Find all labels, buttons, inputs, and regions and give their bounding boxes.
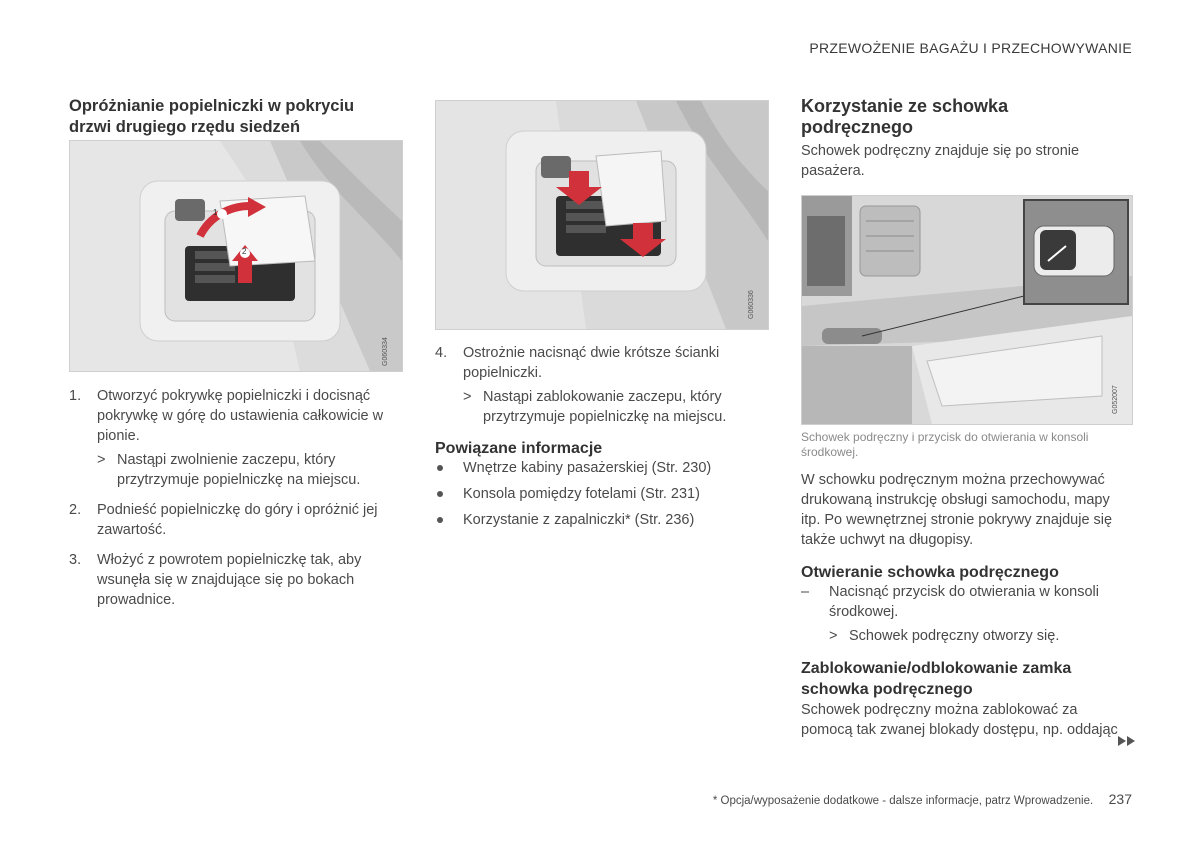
steps-list <box>435 343 765 427</box>
step-number: 4. <box>435 345 448 361</box>
step-number: 3. <box>69 552 82 568</box>
footnote-text: * Opcja/wyposażenie dodatkowe - dalsze informacje, patrz Wprowadzenie. <box>712 795 1094 807</box>
continue-icon <box>1118 733 1136 751</box>
section-heading: Opróżnianie popielniczki w pokryciu drzwi drugiego rzędu siedzeń <box>69 97 355 136</box>
figure-glovebox <box>801 195 1133 425</box>
step-number: 1. <box>69 388 82 404</box>
bullet-icon <box>437 465 443 471</box>
step-text: Włożyć z powrotem popielniczkę tak, aby wsunęła się w znajdujące się po bokach prowadnice. <box>97 552 362 608</box>
figure-caption: Schowek podręczny i przycisk do otwierania w konsoli środkowej. <box>801 430 1089 459</box>
ashtray-press-illustration <box>436 101 768 329</box>
related-link[interactable] <box>435 510 765 530</box>
open-heading: Otwieranie schowka podręcznego <box>801 564 1059 581</box>
section-heading: Korzystanie ze schowka podręcznego <box>801 96 1009 137</box>
related-heading: Powiązane informacje <box>435 440 603 457</box>
glovebox-illustration <box>802 196 1132 424</box>
related-link-text[interactable]: Konsola pomiędzy fotelami (Str. 231) <box>463 486 700 502</box>
page-number: 237 <box>1108 791 1132 807</box>
step-text: Ostrożnie nacisnąć dwie krótsze ścianki popielniczki. <box>463 345 720 381</box>
figure-ashtray-open <box>69 140 403 372</box>
figure-code: G060336 <box>748 290 755 319</box>
list-item <box>69 550 399 610</box>
result-text: Nastąpi zwolnienie zaczepu, który przytrzymuje popielniczkę na miejscu. <box>117 452 361 488</box>
related-link-text[interactable]: Wnętrze kabiny pasażerskiej (Str. 230) <box>463 460 712 476</box>
figure-ashtray-press <box>435 100 769 330</box>
related-list <box>435 458 765 536</box>
figure-mark-2: 2 <box>242 247 247 256</box>
step-text: Podnieść popielniczkę do góry i opróżnić jej zawartość. <box>97 502 378 538</box>
dash-icon: – <box>801 584 810 600</box>
related-link[interactable] <box>435 484 765 504</box>
intro-text: Schowek podręczny znajduje się po stronie pasażera. <box>801 143 1080 179</box>
figure-mark-1: 1 <box>213 208 218 217</box>
related-link-text[interactable]: Korzystanie z zapalniczki* (Str. 236) <box>463 512 695 528</box>
figure-code: G060334 <box>382 337 389 366</box>
result-arrow: > <box>829 628 838 644</box>
step-result <box>69 450 399 490</box>
result-text: Schowek podręczny otworzy się. <box>849 628 1060 644</box>
related-link[interactable] <box>435 458 765 478</box>
page-footer <box>713 791 1132 807</box>
lock-heading: Zablokowanie/odblokowanie zamka schowka podręcznego <box>801 660 1072 698</box>
bullet-icon <box>437 517 443 523</box>
open-step-text: Nacisnąć przycisk do otwierania w konsoli środkowej. <box>829 584 1099 620</box>
step-result <box>435 387 765 427</box>
step-result <box>801 626 1123 646</box>
paragraph: W schowku podręcznym można przechowywać drukowaną instrukcję obsługi samochodu, mapy itp. Po wewnętrznej stronie pokrywy znajduje się także uchwyt na długopisy. <box>801 472 1113 548</box>
result-arrow: > <box>97 452 106 468</box>
list-item <box>69 500 399 540</box>
step-text: Otworzyć pokrywkę popielniczki i docisnąć pokrywkę w górę do ustawienia całkowicie w pionie. <box>97 388 384 444</box>
ashtray-open-illustration <box>70 141 402 371</box>
result-text: Nastąpi zablokowanie zaczepu, który przytrzymuje popielniczkę na miejscu. <box>483 389 727 425</box>
bullet-icon <box>437 491 443 497</box>
open-step <box>801 582 1123 646</box>
step-number: 2. <box>69 502 82 518</box>
list-item <box>69 386 399 446</box>
steps-list <box>69 386 399 610</box>
running-header: PRZEWOŻENIE BAGAŻU I PRZECHOWYWANIE <box>809 40 1132 56</box>
lock-text: Schowek podręczny można zablokować za pomocą tak zwanej blokady dostępu, np. oddając <box>801 702 1118 738</box>
figure-code: G052007 <box>1112 385 1119 414</box>
result-arrow: > <box>463 389 472 405</box>
list-item <box>435 343 765 383</box>
